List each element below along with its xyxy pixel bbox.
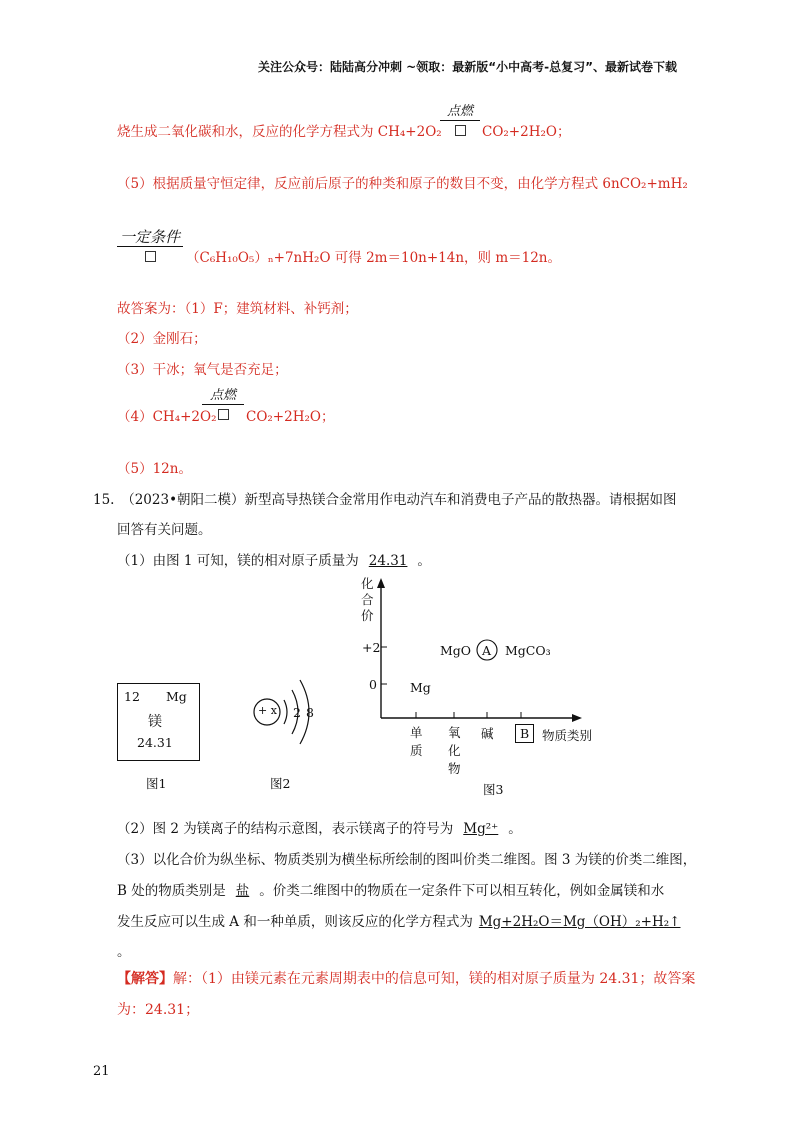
y-tick-plus-2: +2	[362, 640, 381, 655]
solution-tag: 【解答】	[117, 971, 173, 987]
x-label-b: B	[515, 724, 534, 743]
question-15-part-3-end: 。	[117, 944, 131, 960]
figure-3-caption: 图3	[483, 782, 504, 797]
nucleus-label: + x	[258, 704, 277, 717]
answer-5: （5）12n。	[117, 461, 192, 477]
answer-blank-4: Mg+2H₂O＝Mg（OH）₂+H₂↑	[478, 914, 681, 930]
answer-blank-3: 盐	[235, 883, 250, 899]
valence-category-chart	[370, 576, 590, 726]
atomic-number: 12	[124, 689, 140, 704]
atomic-mass: 24.31	[137, 735, 173, 750]
figure-2-caption: 图2	[270, 776, 291, 791]
answer-blank-1: 24.31	[368, 553, 408, 569]
question-15-intro-2: 回答有关问题。	[117, 522, 212, 538]
text-line-3: （C₆H₁₀O₅）ₙ+7nH₂O 可得 2m＝10n+14n，则 m＝12n。	[186, 250, 562, 266]
question-15-part-3-line-1: （3）以化合价为纵坐标、物质类别为横坐标所绘制的图叫价类二维图。图 3 为镁的价类二维图，	[117, 852, 697, 868]
ignite-condition-2	[202, 388, 244, 424]
text-line-1: 烧生成二氧化碳和水，反应的化学方程式为 CH₄+2O₂	[117, 124, 442, 140]
x-label-base: 碱	[481, 726, 494, 741]
text-line-1-tail: CO₂+2H₂O；	[482, 124, 571, 140]
shell-1-electrons: 2	[293, 705, 301, 720]
point-mgco3: MgCO₃	[505, 643, 551, 658]
answer-head: 故答案为：（1）F；建筑材料、补钙剂；	[117, 301, 358, 317]
answer-2: （2）金刚石；	[117, 331, 207, 347]
question-15-part-3-line-3: 发生反应可以生成 A 和一种单质，则该反应的化学方程式为 Mg+2H₂O＝Mg（OH）₂+H₂↑	[117, 910, 687, 930]
answer-4-tail: CO₂+2H₂O；	[246, 409, 335, 425]
point-mgo: MgO	[440, 643, 472, 658]
answer-blank-2: Mg²⁺	[463, 821, 499, 837]
condition-label: 一定条件	[119, 228, 180, 246]
placeholder-box-icon	[145, 251, 156, 262]
ignite-label: 点燃	[446, 104, 473, 119]
x-axis-label: 物质类别	[542, 728, 593, 743]
question-15-part-1: （1）由图 1 可知，镁的相对原子质量为 24.31 。	[117, 553, 431, 569]
text-line-2: （5）根据质量守恒定律，反应前后原子的种类和原子的数目不变，由化学方程式 6nCO₂+mH₂	[117, 176, 688, 192]
ignite-condition-1	[440, 104, 480, 140]
element-name: 镁	[148, 714, 162, 730]
point-a: A	[482, 643, 492, 658]
element-symbol: Mg	[166, 689, 187, 704]
placeholder-box-icon	[218, 409, 229, 420]
figure-1-caption: 图1	[146, 776, 167, 791]
question-15-part-3-line-2: B 处的物质类别是 盐 。价类二维图中的物质在一定条件下可以相互转化，例如金属镁和水	[117, 879, 664, 899]
condition-marker	[117, 228, 183, 266]
question-15-intro: 15. （2023•朝阳二模）新型高导热镁合金常用作电动汽车和消费电子产品的散热器。请根据如图	[93, 492, 677, 508]
shell-2-electrons: 8	[306, 705, 314, 720]
point-mg: Mg	[410, 680, 431, 695]
page-header: 关注公众号：陆陆高分冲刺 ~领取：最新版“小中高考-总复习”、最新试卷下载	[258, 60, 677, 74]
ignite-label: 点燃	[209, 388, 236, 403]
solution-line-1: 【解答】解：（1）由镁元素在元素周期表中的信息可知，镁的相对原子质量为 24.31；故答案	[117, 971, 696, 987]
page-number: 21	[93, 1064, 110, 1079]
y-tick-0: 0	[369, 677, 377, 692]
question-15-part-2: （2）图 2 为镁离子的结构示意图，表示镁离子的符号为 Mg²⁺ 。	[117, 821, 522, 837]
placeholder-box-icon	[455, 125, 466, 136]
x-label-element: 单 质	[410, 725, 423, 758]
answer-3: （3）干冰；氧气是否充足；	[117, 362, 288, 378]
solution-line-2: 为：24.31；	[117, 1002, 200, 1018]
x-label-oxide: 氧 化 物	[448, 725, 461, 776]
y-axis-label: 化 合 价	[361, 576, 374, 623]
answer-4: （4）CH₄+2O₂	[117, 409, 217, 425]
